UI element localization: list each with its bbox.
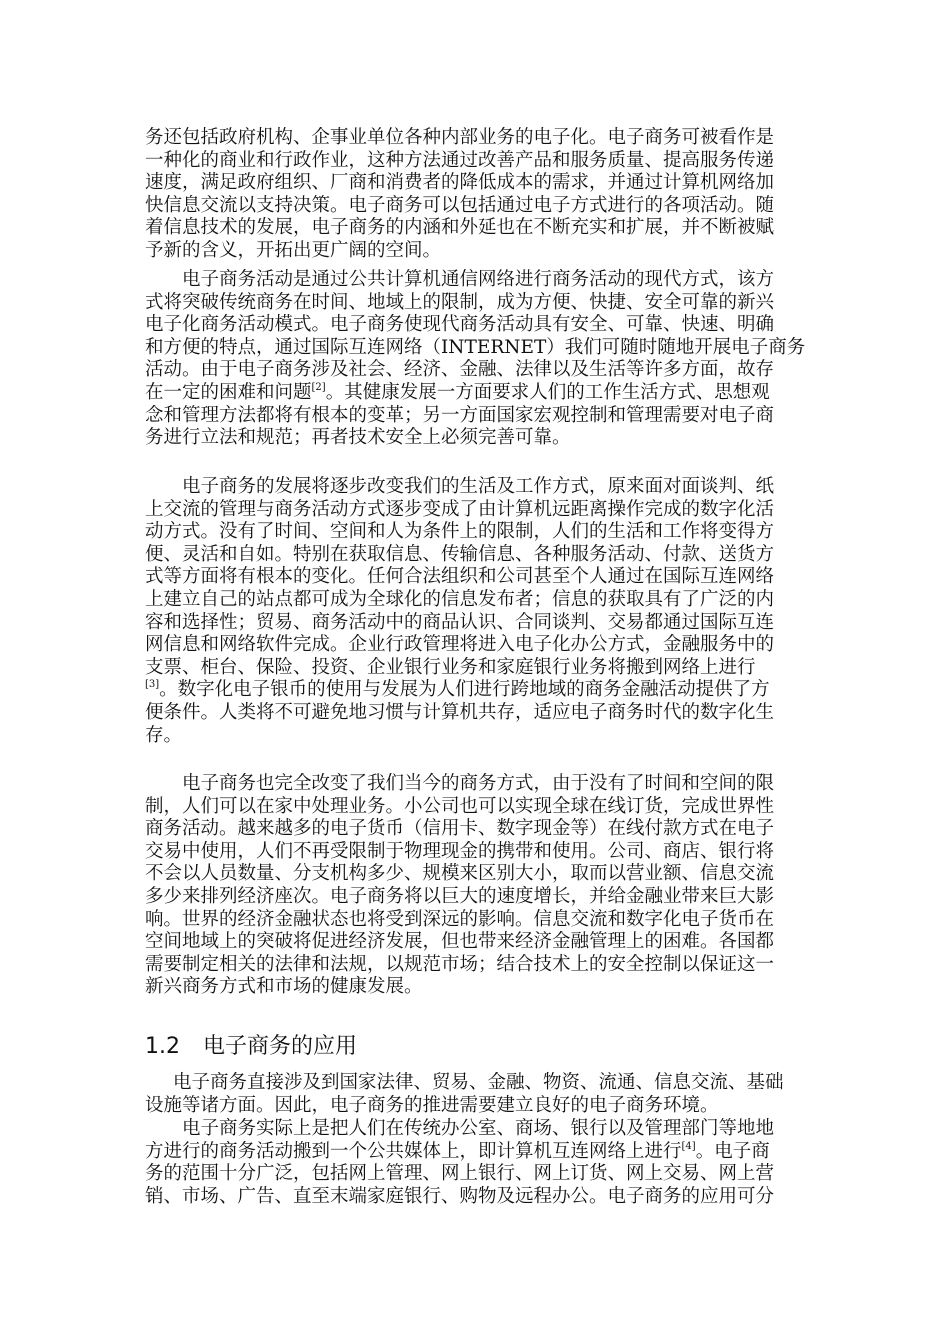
text-line: 电子商务也完全改变了我们当今的商务方式，由于没有了时间和空间的限 (182, 773, 775, 794)
text-line: 速度，满足政府组织、厂商和消费者的降低成本的需求，并通过计算机网络加 (145, 172, 775, 194)
paragraph-3 (145, 476, 805, 747)
text-line: 活动。由于电子商务涉及社会、经济、金融、法律以及生活等许多方面，故存 (145, 359, 775, 381)
text-line (145, 1141, 805, 1164)
text-line: 快信息交流以支持决策。电子商务可以包括通过电子方式进行的各项活动。随 (145, 194, 775, 216)
text-line: 务的范围十分广泛，包括网上管理、网上银行、网上订货、网上交易、网上营 (145, 1163, 775, 1185)
citation-ref[interactable]: [2] (311, 381, 326, 393)
text-line: 务进行立法和规范；再者技术安全上必须完善可靠。 (145, 427, 571, 449)
text-line: 念和管理方法都将有根本的变革；另一方面国家宏观控制和管理需要对电子商 (145, 404, 775, 426)
text-line: 销、市场、广告、直至末端家庭银行、购物及远程办公。电子商务的应用可分 (145, 1185, 775, 1207)
text-line: 新兴商务方式和市场的健康发展。 (145, 976, 423, 998)
text-line: 电子商务直接涉及到国家法律、贸易、金融、物资、流通、信息交流、基础 (173, 1072, 784, 1093)
citation-ref[interactable]: [3] (145, 679, 160, 691)
text-line: 响。世界的经济金融状态也将受到深远的影响。信息交流和数字化电子货币在 (145, 908, 775, 930)
text-segment: 方进行的商务活动搬到一个公共媒体上，即计算机互连网络上进行 (145, 1140, 682, 1162)
text-line: 电子商务的发展将逐步改变我们的生活及工作方式，原来面对面谈判、纸 (182, 476, 775, 497)
text-segment: 。电子商 (695, 1140, 770, 1162)
text-line: 商务活动。越来越多的电子货币（信用卡、数字现金等）在线付款方式在电子 (145, 818, 775, 840)
text-line: 空间地域上的突破将促进经济发展，但也带来经济金融管理上的困难。各国都 (145, 931, 775, 953)
text-line: 一种化的商业和行政作业，这种方法通过改善产品和服务质量、提高服务传递 (145, 149, 775, 171)
text-segment: 。数字化电子银币的使用与发展为人们进行跨地域的商务金融活动提供了方 (159, 679, 770, 701)
text-line: 便条件。人类将不可避免地习惯与计算机共存，适应电子商务时代的数字化生 (145, 701, 775, 723)
text-line: 上交流的管理与商务活动方式逐步变成了由计算机远距离操作完成的数字化活 (145, 498, 775, 520)
text-line: 动方式。没有了时间、空间和人为条件上的限制，人们的生活和工作将变得方 (145, 521, 775, 543)
text-line: 式等方面将有根本的变化。任何合法组织和公司甚至个人通过在国际互连网络 (145, 566, 775, 588)
text-segment: 。其健康发展一方面要求人们的工作生活方式、思想观 (325, 381, 770, 403)
section-heading (145, 1034, 357, 1060)
text-line: 上建立自己的站点都可成为全球化的信息发布者；信息的获取具有了广泛的内 (145, 588, 775, 610)
text-line: 容和选择性；贸易、商务活动中的商品认识、合同谈判、交易都通过国际互连 (145, 611, 775, 633)
section-number: 1.2 (145, 1034, 180, 1059)
text-line: 务还包括政府机构、企事业单位各种内部业务的电子化。电子商务可被看作是 (145, 127, 775, 148)
text-segment: 在一定的困难和问题 (145, 381, 312, 403)
text-line: 交易中使用，人们不再受限制于物理现金的携带和使用。公司、商店、银行将 (145, 840, 775, 862)
text-line: 式将突破传统商务在时间、地域上的限制，成为方便、快捷、安全可靠的新兴 (145, 291, 775, 313)
citation-ref[interactable]: [4] (681, 1140, 696, 1152)
text-line: 和方便的特点，通过国际互连网络（INTERNET）我们可随时随地开展电子商务 (145, 336, 806, 358)
text-line: 网信息和网络软件完成。企业行政管理将进入电子化办公方式，金融服务中的 (145, 634, 775, 656)
text-line (145, 679, 805, 702)
paragraph-4 (145, 773, 805, 999)
text-line: 不会以人员数量、分支机构多少、规模来区别大小，取而以营业额、信息交流 (145, 863, 775, 885)
text-line: 设施等诸方面。因此，电子商务的推进需要建立良好的电子商务环境。 (145, 1094, 719, 1116)
text-line: 电子商务实际上是把人们在传统办公室、商场、银行以及管理部门等地地 (182, 1118, 775, 1139)
text-line: 支票、柜台、保险、投资、企业银行业务和家庭银行业务将搬到网络上进行 (145, 656, 756, 678)
text-line: 多少来排列经济座次。电子商务将以巨大的速度增长，并给金融业带来巨大影 (145, 885, 775, 907)
text-line: 电子化商务活动模式。电子商务使现代商务活动具有安全、可靠、快速、明确 (145, 314, 775, 336)
text-line: 电子商务活动是通过公共计算机通信网络进行商务活动的现代方式，该方 (182, 269, 775, 290)
text-line: 存。 (145, 724, 183, 746)
text-line: 予新的含义，开拓出更广阔的空间。 (145, 239, 442, 261)
paragraph-1 (145, 127, 805, 263)
text-line: 着信息技术的发展，电子商务的内涵和外延也在不断充实和扩展，并不断被赋 (145, 217, 775, 239)
paragraph-6 (145, 1118, 805, 1208)
text-line (145, 382, 805, 405)
text-line: 制，人们可以在家中处理业务。小公司也可以实现全球在线订货，完成世界性 (145, 795, 775, 817)
text-line: 便、灵活和自如。特别在获取信息、传输信息、各种服务活动、付款、送货方 (145, 543, 775, 565)
paragraph-5 (145, 1072, 805, 1117)
section-title: 电子商务的应用 (203, 1034, 358, 1059)
text-line: 需要制定相关的法律和法规，以规范市场；结合技术上的安全控制以保证这一 (145, 953, 775, 975)
paragraph-2 (145, 269, 805, 450)
